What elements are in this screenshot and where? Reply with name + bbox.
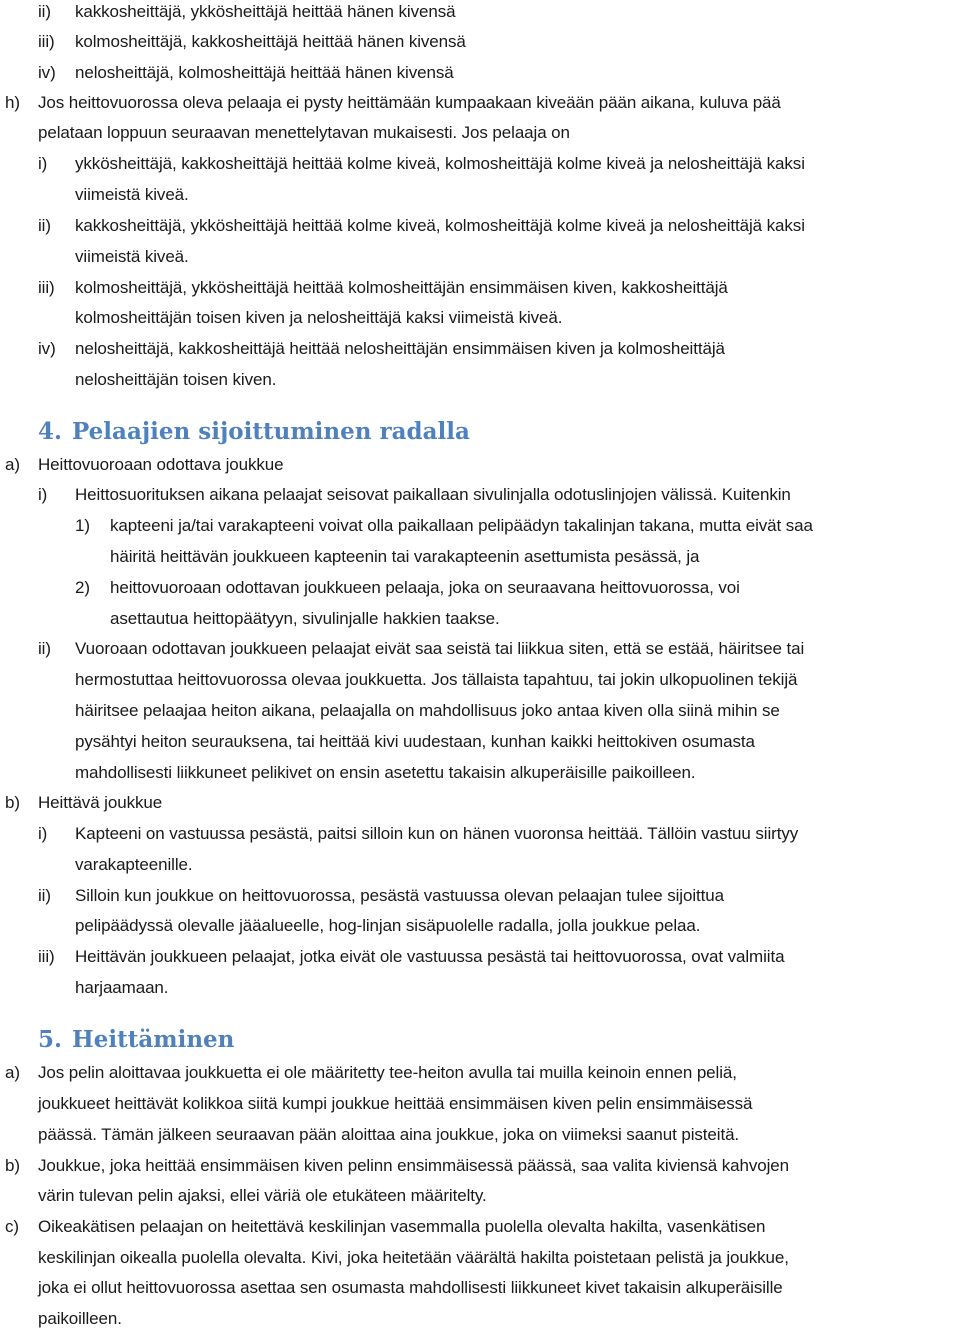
item-text: keskilinjan oikealla puolella olevalta. Kivi, joka heitetään väärältä hakilta poistetaan pelistä ja joukkue, [38, 1248, 789, 1267]
section-heading [38, 414, 470, 450]
item-text: kolmosheittäjän toisen kiven ja nelosheittäjä kaksi viimeistä kiveä. [75, 308, 563, 327]
item-text: Silloin kun joukkue on heittovuorossa, pesästä vastuussa olevan pelaajan tulee sijoittua [75, 886, 724, 905]
item-marker: 1) [75, 516, 90, 535]
section-title: Pelaajien sijoittuminen radalla [72, 418, 470, 445]
item-text: paikoilleen. [38, 1309, 122, 1328]
item-text: Heittävä joukkue [38, 793, 163, 812]
item-text: Joukkue, joka heittää ensimmäisen kiven pelinn ensimmäisessä päässä, saa valita kiviensä kahvojen [38, 1156, 789, 1175]
section-title: Heittäminen [72, 1026, 235, 1053]
item-text: kolmosheittäjä, kakkosheittäjä heittää hänen kivensä [75, 32, 466, 51]
item-marker: c) [5, 1217, 19, 1236]
item-marker: iv) [38, 339, 56, 358]
section-number: 4. [38, 418, 63, 445]
item-text: nelosheittäjän toisen kiven. [75, 370, 277, 389]
item-marker: b) [5, 1156, 20, 1175]
item-text: pysähtyi heiton seurauksena, tai heittää kivi uudestaan, kunhan kaikki heittokiven osumasta [75, 732, 755, 751]
item-text: Jos heittovuorossa oleva pelaaja ei pysty heittämään kumpaakaan kiveään pään aikana, kuluva pää [38, 93, 781, 112]
item-text: joukkueet heittävät kolikkoa siitä kumpi joukkue heittää ensimmäisen kiven pelin ensimmäisessä [38, 1094, 753, 1113]
item-text: Heittävän joukkueen pelaajat, jotka eivät ole vastuussa pesästä tai heittovuorossa, ovat valmiita [75, 947, 785, 966]
item-marker: i) [38, 824, 48, 843]
item-text: häiritsee pelaajaa heiton aikana, pelaajalla on mahdollisuus joko antaa kiven olla siinä mihin se [75, 701, 780, 720]
item-text: Vuoroaan odottavan joukkueen pelaajat eivät saa seistä tai liikkua siten, että se estää, häiritsee tai [75, 639, 805, 658]
item-marker: ii) [38, 2, 51, 21]
item-marker: i) [38, 485, 48, 504]
item-text: kakkosheittäjä, ykkösheittäjä heittää hänen kivensä [75, 2, 456, 21]
item-marker: a) [5, 455, 20, 474]
item-marker: b) [5, 793, 20, 812]
item-marker: iv) [38, 63, 56, 82]
item-marker: ii) [38, 216, 51, 235]
item-text: varakapteenille. [75, 855, 193, 874]
item-text: Heittovuoroaan odottava joukkue [38, 455, 284, 474]
item-text: heittovuoroaan odottavan joukkueen pelaaja, joka on seuraavana heittovuorossa, voi [110, 578, 740, 597]
item-text: pelataan loppuun seuraavan menettelytavan mukaisesti. Jos pelaaja on [38, 123, 570, 142]
section-number: 5. [38, 1026, 63, 1053]
item-text: Jos pelin aloittavaa joukkuetta ei ole määritetty tee-heiton avulla tai muilla keinoin ennen peliä, [38, 1063, 737, 1082]
item-text: viimeistä kiveä. [75, 247, 189, 266]
section-heading [38, 1022, 234, 1058]
item-text: päässä. Tämän jälkeen seuraavan pään aloittaa aina joukkue, joka on viimeksi saanut pisteitä. [38, 1125, 740, 1144]
item-marker: iii) [38, 32, 55, 51]
item-marker: ii) [38, 639, 51, 658]
item-text: Heittosuorituksen aikana pelaajat seisovat paikallaan sivulinjalla odotuslinjojen välissä. Kuitenkin [75, 485, 791, 504]
item-text: kapteeni ja/tai varakapteeni voivat olla paikallaan pelipäädyn takalinjan takana, mutta eivät saa [110, 516, 813, 535]
item-text: Oikeakätisen pelaajan on heitettävä keskilinjan vasemmalla puolella olevalta hakilta, vasenkätisen [38, 1217, 766, 1236]
item-text: kolmosheittäjä, ykkösheittäjä heittää kolmosheittäjän ensimmäisen kiven, kakkosheittäjä [75, 278, 728, 297]
item-text: pelipäädyssä olevalle jääalueelle, hog-linjan sisäpuolelle radalla, jolla joukkue pelaa. [75, 916, 701, 935]
item-text: nelosheittäjä, kolmosheittäjä heittää hänen kivensä [75, 63, 454, 82]
item-text: harjaamaan. [75, 978, 169, 997]
item-marker: ii) [38, 886, 51, 905]
item-text: häiritä heittävän joukkueen kapteenin tai varakapteenin asettumista pesässä, ja [110, 547, 700, 566]
item-marker: i) [38, 154, 48, 173]
item-marker: iii) [38, 947, 55, 966]
item-text: viimeistä kiveä. [75, 185, 189, 204]
item-text: hermostuttaa heittovuorossa olevaa joukkuetta. Jos tällaista tapahtuu, tai jokin ulkopuolinen tekijä [75, 670, 798, 689]
item-text: asettautua heittopäätyyn, sivulinjalle hakkien taakse. [110, 609, 500, 628]
item-marker: 2) [75, 578, 90, 597]
item-marker: iii) [38, 278, 55, 297]
item-text: joka ei ollut heittovuorossa asettaa sen osumasta mahdollisesti liikkuneet kivet takaisin alkuperäisille [38, 1278, 783, 1297]
item-text: nelosheittäjä, kakkosheittäjä heittää nelosheittäjän ensimmäisen kiven ja kolmosheittäjä [75, 339, 725, 358]
item-text: ykkösheittäjä, kakkosheittäjä heittää kolme kiveä, kolmosheittäjä kolme kiveä ja nelosheittäjä kaksi [75, 154, 805, 173]
item-text: kakkosheittäjä, ykkösheittäjä heittää kolme kiveä, kolmosheittäjä kolme kiveä ja nelosheittäjä kaksi [75, 216, 805, 235]
item-marker: h) [5, 93, 20, 112]
item-text: Kapteeni on vastuussa pesästä, paitsi silloin kun on hänen vuoronsa heittää. Tällöin vastuu siirtyy [75, 824, 799, 843]
item-text: värin tulevan pelin ajaksi, ellei väriä ole etukäteen määritelty. [38, 1186, 487, 1205]
item-marker: a) [5, 1063, 20, 1082]
item-text: mahdollisesti liikkuneet pelikivet on ensin asetettu takaisin alkuperäisille paikoilleen. [75, 763, 696, 782]
